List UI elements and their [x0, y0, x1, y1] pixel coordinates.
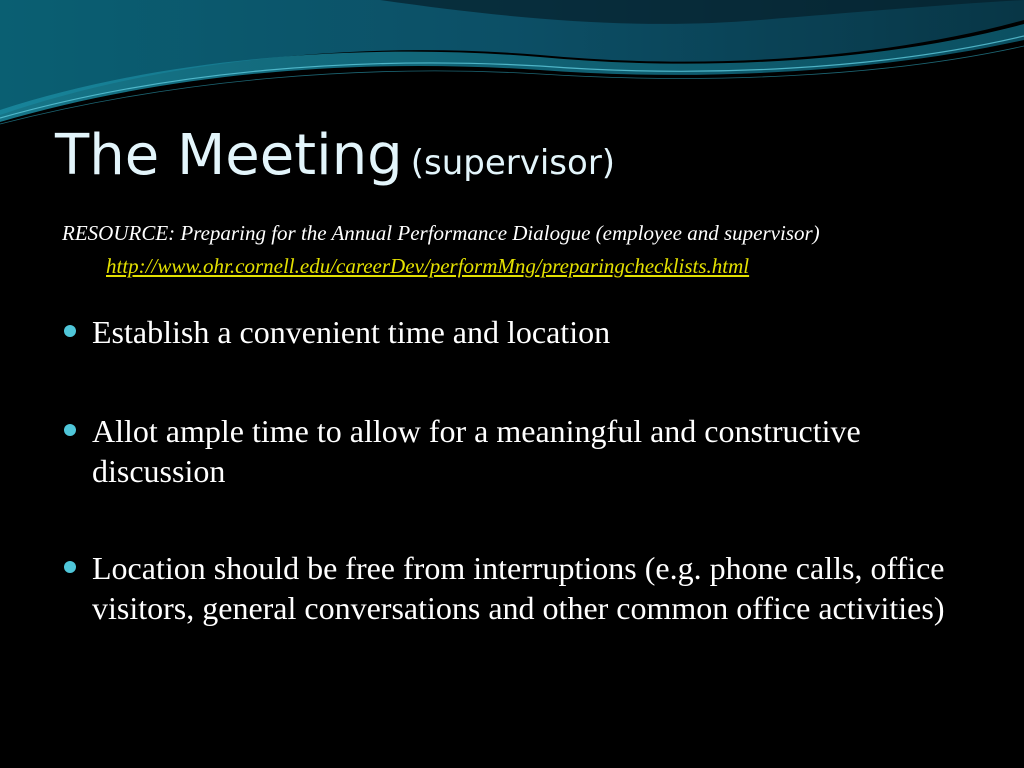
bullet-item: [64, 312, 984, 352]
bullet-item: [64, 548, 984, 628]
slide-title: [55, 123, 616, 188]
slide-title-main: The Meeting: [55, 123, 403, 188]
resource-note: RESOURCE: Preparing for the Annual Performance Dialogue (employee and supervisor): [62, 221, 820, 245]
bullet-dot-icon: [64, 561, 76, 573]
bullet-text: Allot ample time to allow for a meaningful and constructive discussion: [92, 413, 861, 489]
bullet-dot-icon: [64, 424, 76, 436]
slide-title-suffix: (supervisor): [410, 143, 616, 183]
bullet-text: Location should be free from interruptions (e.g. phone calls, office visitors, general conversations and other common office activities): [92, 550, 945, 626]
resource-link[interactable]: http://www.ohr.cornell.edu/careerDev/performMng/preparingchecklists.html: [106, 254, 750, 278]
bullet-dot-icon: [64, 325, 76, 337]
bullet-item: [64, 411, 984, 491]
decorative-wave-header: [0, 0, 1024, 130]
bullet-text: Establish a convenient time and location: [92, 314, 611, 350]
